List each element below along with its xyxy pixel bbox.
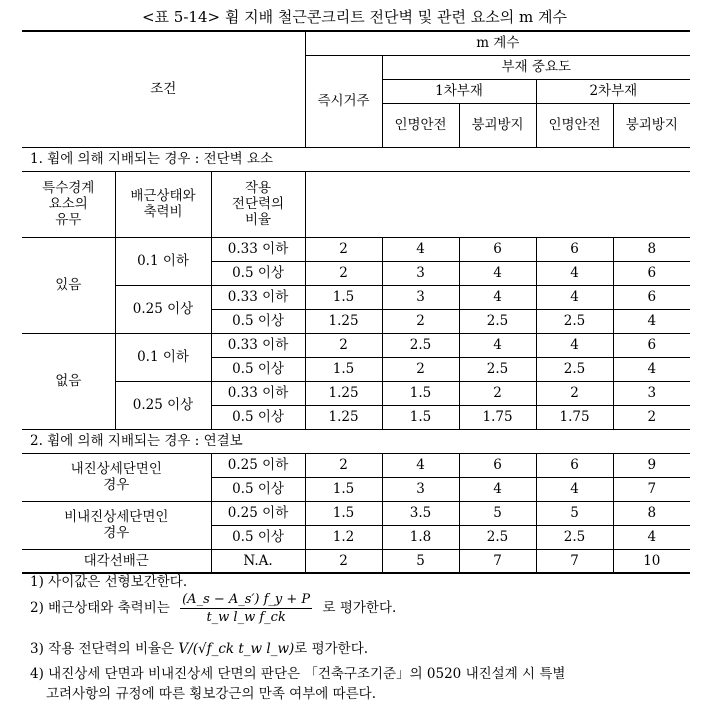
boundary-element-label: 없음 (22, 333, 115, 429)
m-value: 3 (382, 285, 459, 309)
note-3-prefix: 3) 작용 전단력의 비율은 (30, 641, 175, 657)
empty-cell (305, 171, 690, 237)
m-value: 3 (613, 381, 690, 405)
shear-ratio-label: 0.33 이하 (211, 237, 305, 261)
m-value: 6 (459, 237, 536, 261)
m-value: 8 (613, 237, 690, 261)
m-value: 2.5 (536, 525, 613, 549)
header-collapse-prevention: 붕괴방지 (459, 103, 536, 147)
m-value: 1.75 (459, 405, 536, 429)
header-collapse-prevention: 붕괴방지 (613, 103, 690, 147)
note-4-line-1: 4) 내진상세 단면과 비내진상세 단면의 판단은 「건축구조기준」의 0520 내진설계 시 특별 (30, 666, 566, 682)
m-value: 4 (536, 261, 613, 285)
axial-ratio-label: 0.1 이하 (115, 333, 211, 381)
header-secondary-member: 2차부재 (536, 79, 690, 103)
shear-ratio-label: 0.25 이하 (211, 501, 305, 525)
coupling-beam-type-label: 비내진상세단면인 경우 (22, 501, 211, 549)
m-value: 1.5 (305, 357, 382, 381)
m-value: 4 (459, 333, 536, 357)
coupling-beam-type-label: 내진상세단면인 경우 (22, 453, 211, 501)
m-value: 2 (305, 261, 382, 285)
m-value: 4 (536, 285, 613, 309)
m-value: 4 (536, 477, 613, 501)
shear-ratio-label: 0.5 이상 (211, 525, 305, 549)
m-value: 2 (305, 333, 382, 357)
table-row (22, 381, 690, 405)
shear-ratio-label: 0.25 이하 (211, 453, 305, 477)
formula-numerator: (A_s − A_s′) f_y + P (182, 592, 311, 607)
m-value: 4 (459, 285, 536, 309)
m-value: 1.25 (305, 405, 382, 429)
shear-ratio-label: N.A. (211, 549, 305, 573)
m-value: 4 (613, 357, 690, 381)
header-life-safety: 인명안전 (382, 103, 459, 147)
m-value: 1.5 (382, 381, 459, 405)
header-life-safety: 인명안전 (536, 103, 613, 147)
section-2-title: 2. 휨에 의해 지배되는 경우 : 연결보 (22, 429, 690, 453)
m-value: 6 (613, 285, 690, 309)
formula-denominator: t_w l_w f_ck (206, 610, 286, 625)
table-row (22, 501, 690, 525)
header-member-importance: 부재 중요도 (382, 55, 690, 79)
m-value: 1.75 (536, 405, 613, 429)
axial-ratio-label: 0.1 이하 (115, 237, 211, 285)
shear-ratio-label: 0.33 이하 (211, 381, 305, 405)
m-value: 7 (536, 549, 613, 573)
m-value: 2.5 (382, 333, 459, 357)
m-value: 2 (305, 237, 382, 261)
shear-ratio-label: 0.5 이상 (211, 309, 305, 333)
header-row-1 (22, 31, 690, 55)
m-value: 6 (613, 261, 690, 285)
m-value: 6 (459, 453, 536, 477)
m-value: 7 (613, 477, 690, 501)
axial-ratio-formula (180, 592, 312, 625)
m-value: 1.5 (305, 501, 382, 525)
m-value: 1.5 (382, 405, 459, 429)
header-condition: 조건 (22, 31, 305, 147)
m-value: 4 (613, 525, 690, 549)
shear-ratio-label: 0.5 이상 (211, 405, 305, 429)
m-value: 3 (382, 261, 459, 285)
m-factor-table (22, 30, 690, 574)
m-value: 5 (459, 501, 536, 525)
m-value: 2 (305, 453, 382, 477)
column-rebar-axial-ratio: 배근상태와 축력비 (115, 171, 211, 237)
m-value: 4 (382, 237, 459, 261)
m-value: 1.8 (382, 525, 459, 549)
axial-ratio-label: 0.25 이상 (115, 381, 211, 429)
table-row (22, 333, 690, 357)
axial-ratio-label: 0.25 이상 (115, 285, 211, 333)
column-shear-ratio: 작용 전단력의 비율 (211, 171, 305, 237)
header-m-factor: m 계수 (305, 31, 690, 55)
m-value: 5 (536, 501, 613, 525)
m-value: 6 (536, 453, 613, 477)
table-row (22, 285, 690, 309)
shear-ratio-label: 0.33 이하 (211, 285, 305, 309)
m-value: 2.5 (459, 525, 536, 549)
note-4-line-2: 고려사항의 규정에 따른 횡보강근의 만족 여부에 따른다. (46, 686, 376, 702)
m-value: 10 (613, 549, 690, 573)
boundary-element-label: 있음 (22, 237, 115, 333)
m-value: 6 (613, 333, 690, 357)
section-2-title-row (22, 429, 690, 453)
m-value: 1.25 (305, 381, 382, 405)
m-value: 4 (382, 453, 459, 477)
header-immediate-occupancy: 즉시거주 (305, 55, 382, 147)
section-1-title: 1. 휨에 의해 지배되는 경우 : 전단벽 요소 (22, 147, 690, 171)
m-value: 1.5 (305, 285, 382, 309)
m-value: 4 (613, 309, 690, 333)
shear-ratio-formula: V/(√f_ck t_w l_w) (178, 641, 295, 657)
m-value: 1.2 (305, 525, 382, 549)
section-1-title-row (22, 147, 690, 171)
note-1: 1) 사이값은 선형보간한다. (30, 574, 188, 590)
diagonal-reinforcement-label: 대각선배근 (22, 549, 211, 573)
m-value: 2 (536, 381, 613, 405)
shear-ratio-label: 0.5 이상 (211, 261, 305, 285)
note-2-prefix: 2) 배근상태와 축력비는 (30, 600, 170, 616)
table-row (22, 453, 690, 477)
m-value: 3.5 (382, 501, 459, 525)
column-boundary-element: 특수경계 요소의 유무 (22, 171, 115, 237)
m-value: 5 (382, 549, 459, 573)
m-value: 2 (382, 309, 459, 333)
m-value: 8 (613, 501, 690, 525)
m-value: 2 (613, 405, 690, 429)
m-value: 2.5 (459, 309, 536, 333)
header-primary-member: 1차부재 (382, 79, 536, 103)
m-value: 7 (459, 549, 536, 573)
note-2 (30, 592, 396, 625)
table-row (22, 237, 690, 261)
shear-ratio-label: 0.5 이상 (211, 477, 305, 501)
shear-ratio-label: 0.33 이하 (211, 333, 305, 357)
m-value: 1.25 (305, 309, 382, 333)
m-value: 4 (536, 333, 613, 357)
m-value: 2 (459, 381, 536, 405)
m-value: 2 (382, 357, 459, 381)
note-3 (30, 637, 368, 657)
shear-ratio-label: 0.5 이상 (211, 357, 305, 381)
m-value: 2.5 (459, 357, 536, 381)
m-value: 3 (382, 477, 459, 501)
note-3-suffix: 로 평가한다. (294, 641, 369, 657)
m-value: 6 (536, 237, 613, 261)
m-value: 2.5 (536, 357, 613, 381)
table-title: <표 5-14> 휨 지배 철근콘크리트 전단벽 및 관련 요소의 m 계수 (141, 8, 568, 26)
m-value: 4 (459, 261, 536, 285)
section-1-column-header-row (22, 171, 690, 237)
m-value: 1.5 (305, 477, 382, 501)
m-value: 2.5 (536, 309, 613, 333)
m-value: 9 (613, 453, 690, 477)
note-2-suffix: 로 평가한다. (322, 600, 397, 616)
m-value: 2 (305, 549, 382, 573)
m-value: 4 (459, 477, 536, 501)
